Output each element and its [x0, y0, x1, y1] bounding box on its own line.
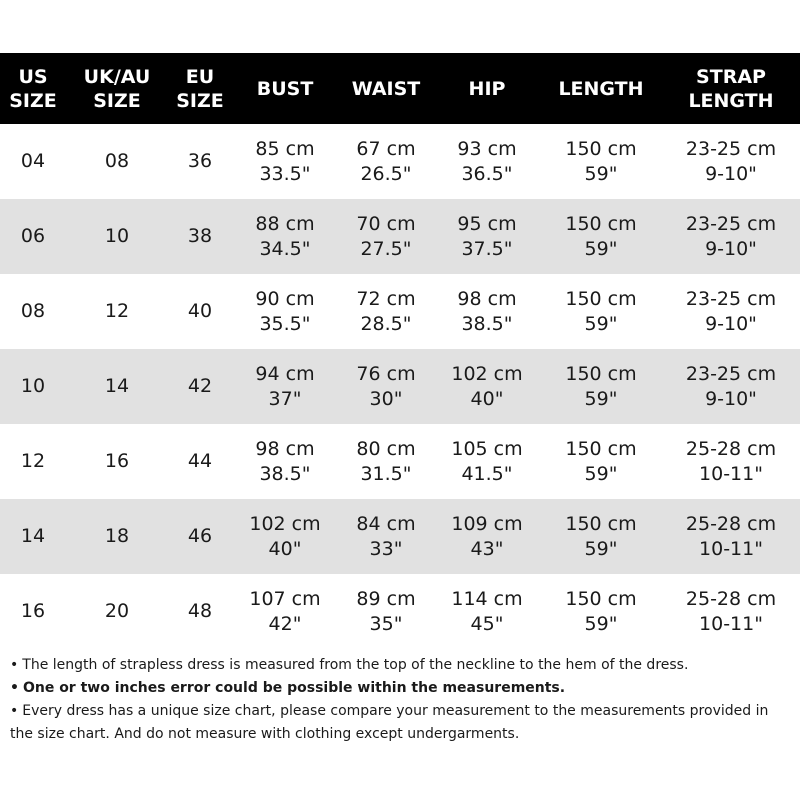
cell-eu-size: 44: [187, 450, 213, 472]
cell-bust: 88 cm 34.5": [255, 212, 315, 260]
cell-bust: 107 cm 42": [249, 587, 321, 635]
cell-us-size: 10: [20, 375, 46, 397]
cell-waist: 72 cm 28.5": [356, 287, 416, 335]
cell-uk-au-size: 14: [104, 375, 130, 397]
header-uk-au-size: UK/AU SIZE: [83, 65, 151, 112]
cell-waist: 67 cm 26.5": [356, 137, 416, 185]
table-body: [0, 124, 800, 649]
cell-eu-size: 40: [187, 300, 213, 322]
cell-eu-size: 36: [187, 150, 213, 172]
cell-strap-length: 25-28 cm 10-11": [685, 587, 777, 635]
header-eu-size: EU SIZE: [176, 65, 224, 112]
table-row: [0, 124, 800, 199]
cell-strap-length: 23-25 cm 9-10": [685, 287, 777, 335]
header-us-size: US SIZE: [9, 65, 57, 112]
cell-bust: 90 cm 35.5": [255, 287, 315, 335]
note-error-margin: [10, 677, 790, 700]
cell-us-size: 12: [20, 450, 46, 472]
cell-eu-size: 48: [187, 600, 213, 622]
cell-strap-length: 23-25 cm 9-10": [685, 362, 777, 410]
size-table: [0, 53, 800, 649]
cell-strap-length: 25-28 cm 10-11": [685, 512, 777, 560]
cell-us-size: 16: [20, 600, 46, 622]
table-row: [0, 499, 800, 574]
size-chart: [0, 53, 800, 649]
header-length: LENGTH: [558, 77, 644, 100]
bullet-icon: •: [10, 703, 19, 719]
cell-length: 150 cm 59": [565, 437, 637, 485]
cell-strap-length: 23-25 cm 9-10": [685, 212, 777, 260]
cell-waist: 80 cm 31.5": [356, 437, 416, 485]
cell-us-size: 06: [20, 225, 46, 247]
cell-eu-size: 42: [187, 375, 213, 397]
header-bust: BUST: [256, 77, 314, 100]
cell-waist: 76 cm 30": [356, 362, 416, 410]
cell-hip: 109 cm 43": [451, 512, 523, 560]
cell-eu-size: 38: [187, 225, 213, 247]
cell-hip: 102 cm 40": [451, 362, 523, 410]
note-strapless-length: [10, 654, 790, 677]
bullet-icon: •: [10, 657, 19, 673]
cell-strap-length: 23-25 cm 9-10": [685, 137, 777, 185]
cell-length: 150 cm 59": [565, 287, 637, 335]
cell-hip: 105 cm 41.5": [451, 437, 523, 485]
cell-eu-size: 46: [187, 525, 213, 547]
measurement-notes: [10, 654, 790, 746]
cell-bust: 102 cm 40": [249, 512, 321, 560]
note-text: The length of strapless dress is measured from the top of the neckline to the hem of the dress.: [22, 657, 689, 673]
note-text: Every dress has a unique size chart, please compare your measurement to the measurements provided in the size chart. And do not measure with clothing except undergarments.: [10, 703, 769, 742]
cell-uk-au-size: 20: [104, 600, 130, 622]
header-row: [0, 53, 800, 124]
cell-bust: 85 cm 33.5": [255, 137, 315, 185]
table-row: [0, 424, 800, 499]
cell-us-size: 14: [20, 525, 46, 547]
header-strap-length: STRAP LENGTH: [688, 65, 774, 112]
cell-uk-au-size: 16: [104, 450, 130, 472]
cell-length: 150 cm 59": [565, 512, 637, 560]
cell-bust: 94 cm 37": [255, 362, 315, 410]
cell-length: 150 cm 59": [565, 362, 637, 410]
cell-waist: 89 cm 35": [356, 587, 416, 635]
header-hip: HIP: [468, 77, 506, 100]
table-row: [0, 349, 800, 424]
cell-length: 150 cm 59": [565, 137, 637, 185]
cell-uk-au-size: 18: [104, 525, 130, 547]
note-unique-chart: [10, 700, 790, 746]
cell-uk-au-size: 10: [104, 225, 130, 247]
table-row: [0, 574, 800, 649]
cell-hip: 98 cm 38.5": [457, 287, 517, 335]
cell-uk-au-size: 08: [104, 150, 130, 172]
cell-length: 150 cm 59": [565, 587, 637, 635]
bullet-icon: •: [10, 680, 19, 696]
cell-us-size: 08: [20, 300, 46, 322]
cell-strap-length: 25-28 cm 10-11": [685, 437, 777, 485]
table-header: [0, 53, 800, 124]
cell-length: 150 cm 59": [565, 212, 637, 260]
cell-hip: 95 cm 37.5": [457, 212, 517, 260]
cell-uk-au-size: 12: [104, 300, 130, 322]
header-waist: WAIST: [351, 77, 421, 100]
cell-bust: 98 cm 38.5": [255, 437, 315, 485]
cell-hip: 114 cm 45": [451, 587, 523, 635]
cell-us-size: 04: [20, 150, 46, 172]
cell-waist: 84 cm 33": [356, 512, 416, 560]
table-row: [0, 199, 800, 274]
cell-hip: 93 cm 36.5": [457, 137, 517, 185]
cell-waist: 70 cm 27.5": [356, 212, 416, 260]
table-row: [0, 274, 800, 349]
note-text: One or two inches error could be possible within the measurements.: [22, 680, 566, 696]
